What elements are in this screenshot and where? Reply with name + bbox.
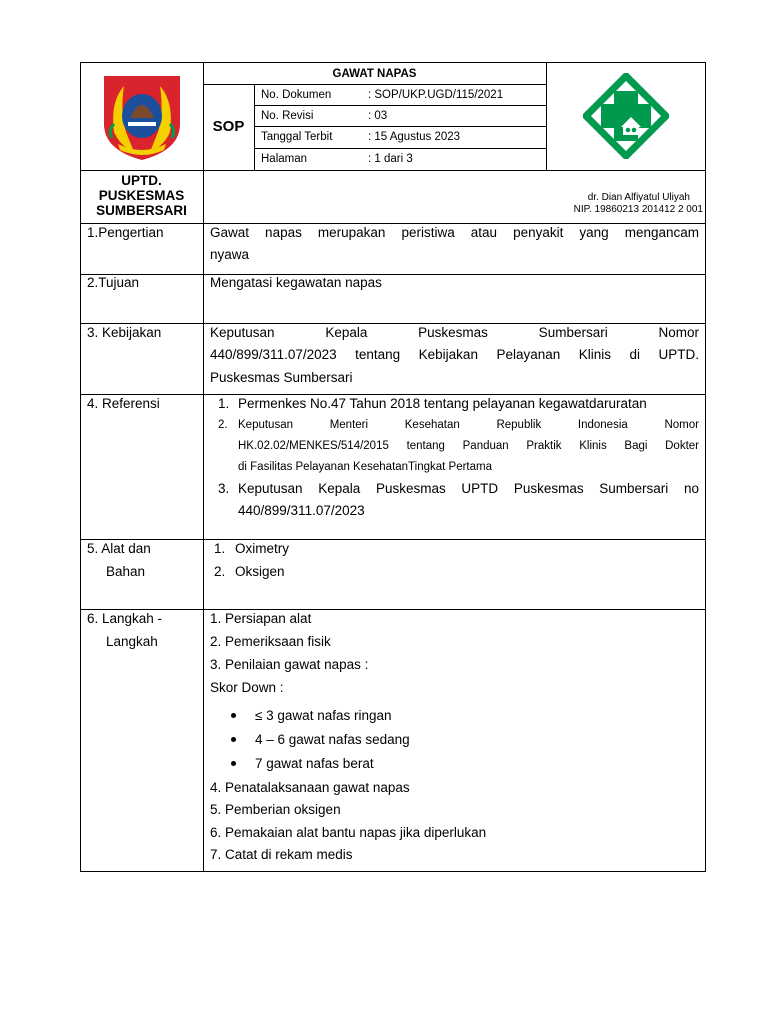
signer-nip: NIP. 19860213 201412 2 001: [573, 204, 703, 215]
section-label-kebijakan: 3. Kebijakan: [87, 325, 162, 340]
meta-label: No. Dokumen: [261, 89, 332, 101]
referensi-item: Permenkes No.47 Tahun 2018 tentang pelayanan kegawatdaruratan: [238, 396, 647, 411]
meta-label: No. Revisi: [261, 110, 314, 122]
langkah-step: 4. Penatalaksanaan gawat napas: [210, 780, 410, 795]
langkah-step: 2. Pemeriksaan fisik: [210, 634, 331, 649]
alat-number: 1.: [214, 541, 226, 556]
document-title: GAWAT NAPAS: [332, 68, 417, 80]
kebijakan-text: Keputusan Kepala Puskesmas Sumbersari Nomor: [210, 325, 699, 340]
referensi-item: 440/899/311.07/2023: [238, 503, 365, 518]
bullet-icon: [231, 713, 236, 718]
bullet-icon: [231, 737, 236, 742]
langkah-step: 3. Penilaian gawat napas :: [210, 657, 369, 672]
skor-item: 7 gawat nafas berat: [255, 756, 374, 771]
row-line-header: [80, 170, 706, 171]
kebijakan-text: Puskesmas Sumbersari: [210, 370, 353, 385]
org-name-line: UPTD.: [121, 173, 162, 188]
tujuan-text: Mengatasi kegawatan napas: [210, 275, 382, 290]
referensi-number: 2.: [218, 419, 228, 431]
regency-emblem-logo: [100, 72, 184, 162]
meta-line-3: [254, 148, 546, 149]
meta-value: : SOP/UKP.UGD/115/2021: [368, 89, 504, 101]
alat-number: 2.: [214, 564, 226, 579]
meta-label: Halaman: [261, 153, 308, 165]
signer-name: dr. Dian Alfiyatul Uliyah: [587, 192, 690, 203]
langkah-step: 5. Pemberian oksigen: [210, 802, 341, 817]
langkah-step: 7. Catat di rekam medis: [210, 847, 353, 862]
row-line-pengertian: [80, 274, 706, 275]
referensi-item: Keputusan Menteri Kesehatan Republik Indonesia Nomor: [238, 419, 699, 431]
section-label-alat: 5. Alat dan: [87, 541, 151, 556]
section-label-pengertian: 1.Pengertian: [87, 225, 164, 240]
meta-label: Tanggal Terbit: [261, 131, 333, 143]
skor-item: ≤ 3 gawat nafas ringan: [255, 708, 392, 723]
langkah-step: 6. Pemakaian alat bantu napas jika diperlukan: [210, 825, 487, 840]
langkah-step: 1. Persiapan alat: [210, 611, 312, 626]
pengertian-text: nyawa: [210, 247, 250, 262]
section-label-langkah: 6. Langkah -: [87, 611, 163, 626]
section-label-alat: Bahan: [106, 564, 146, 579]
referensi-item: Keputusan Kepala Puskesmas UPTD Puskesmas Sumbersari no: [238, 481, 699, 496]
sop-label: SOP: [212, 118, 245, 135]
alat-item: Oximetry: [235, 541, 289, 556]
skor-item: 4 – 6 gawat nafas sedang: [255, 732, 410, 747]
referensi-number: 1.: [218, 396, 230, 411]
col-divider-left: [203, 62, 204, 872]
title-underline: [203, 84, 546, 85]
sop-divider: [254, 84, 255, 170]
referensi-item: HK.02.02/MENKES/514/2015 tentang Panduan Praktik Klinis Bagi Dokter: [238, 440, 699, 452]
row-line-referensi: [80, 539, 706, 540]
col-divider-right: [546, 62, 547, 170]
section-label-tujuan: 2.Tujuan: [87, 275, 140, 290]
meta-value: : 1 dari 3: [368, 153, 413, 165]
meta-value: : 03: [368, 110, 388, 122]
meta-value: : 15 Agustus 2023: [368, 131, 461, 143]
puskesmas-logo: [583, 73, 669, 159]
langkah-step: Skor Down :: [210, 680, 284, 695]
bullet-icon: [231, 761, 236, 766]
section-label-referensi: 4. Referensi: [87, 396, 160, 411]
referensi-number: 3.: [218, 481, 230, 496]
pengertian-text: Gawat napas merupakan peristiwa atau penyakit yang mengancam: [210, 225, 699, 240]
org-name-line: SUMBERSARI: [96, 203, 187, 218]
org-name-line: PUSKESMAS: [98, 188, 185, 203]
referensi-item: di Fasilitas Pelayanan KesehatanTingkat Pertama: [238, 461, 492, 473]
section-label-langkah: Langkah: [106, 634, 158, 649]
meta-line-1: [254, 105, 546, 106]
meta-line-2: [254, 126, 546, 127]
alat-item: Oksigen: [235, 564, 285, 579]
kebijakan-text: 440/899/311.07/2023 tentang Kebijakan Pelayanan Klinis di UPTD.: [210, 347, 699, 362]
row-line-alat: [80, 609, 706, 610]
